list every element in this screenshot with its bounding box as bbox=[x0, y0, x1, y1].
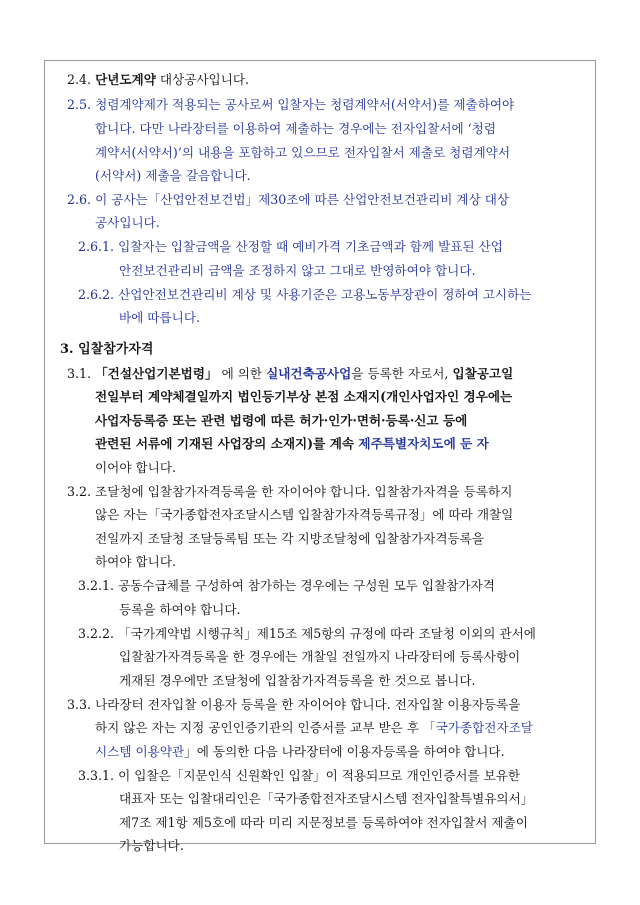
text: 「국가계약법 시행규칙」제15조 제5항의 규정에 따라 조달청 이외의 관서에 bbox=[118, 626, 536, 641]
section-2-5-line-3: 계약서(서약서)’의 내용을 포함하고 있으므로 전자입찰서 제출로 청렴계약서 bbox=[95, 145, 510, 160]
section-number: 3.3.1. bbox=[78, 768, 115, 783]
terms-link-text: 「국가종합전자조달 bbox=[423, 720, 533, 735]
section-2-6-line-1 bbox=[67, 192, 509, 208]
section-2-6-2-line-1 bbox=[78, 287, 531, 303]
bold-text: 입찰공고일 bbox=[452, 366, 514, 381]
text: 이 공사는「산업안전보건법」제30조에 따른 산업안전보건관리비 계상 대상 bbox=[95, 192, 510, 207]
section-number: 3. bbox=[60, 342, 74, 357]
section-3-2-line-4: 하여야 합니다. bbox=[95, 554, 176, 569]
bold-term: 단년도계약 bbox=[95, 72, 156, 87]
text: 입찰자는 입찰금액을 산정할 때 예비가격 기초금액과 함께 발표된 산업 bbox=[118, 239, 503, 254]
section-3-2-2-line-1 bbox=[78, 626, 536, 642]
section-3-1-line-1 bbox=[67, 366, 513, 382]
section-2-6-1-line-1 bbox=[78, 239, 503, 255]
text: 하지 않은 자는 지정 공인인증기관의 인증서를 교부 받은 후 bbox=[95, 720, 424, 735]
section-3-3-1-line-1 bbox=[78, 768, 520, 784]
section-2-5-line-4: (서약서) 제출을 갈음합니다. bbox=[95, 168, 251, 183]
section-3-1-line-5: 이어야 합니다. bbox=[95, 460, 176, 475]
bold-text: 관련된 서류에 기재된 사업장의 소재지)를 계속 bbox=[95, 436, 359, 451]
section-3-1-line-3: 사업자등록증 또는 관련 법령에 따른 허가·인가·면허·등록·신고 등에 bbox=[95, 413, 468, 428]
section-3-3-line-1 bbox=[67, 697, 520, 713]
section-number: 3.2.2. bbox=[78, 626, 115, 641]
text: 이 입찰은「지문인식 신원확인 입찰」이 적용되므로 개인인증서를 보유한 bbox=[118, 768, 521, 783]
section-3-2-line-2: 않은 자는「국가종합전자조달시스템 입찰참가자격등록규정」에 따라 개찰일 bbox=[95, 507, 514, 522]
region: 제주특별자치도에 둔 자 bbox=[358, 436, 489, 451]
section-3-3-line-3 bbox=[95, 744, 505, 760]
section-2-5-line-1 bbox=[67, 97, 514, 113]
section-number: 3.2.1. bbox=[78, 578, 115, 593]
text: 대상공사입니다. bbox=[155, 72, 250, 87]
section-3-2-2-line-2: 입찰참가자격등록을 한 경우에는 개찰일 전일까지 나라장터에 등록사항이 bbox=[119, 649, 521, 664]
section-3-2-2-line-3: 게재된 경우에만 조달청에 입찰참가자격등록을 한 것으로 봅니다. bbox=[119, 673, 476, 688]
terms-link-text: 시스템 이용약관 bbox=[95, 744, 185, 759]
section-number: 2.6.2. bbox=[78, 287, 115, 302]
section-3-1-line-2: 전일부터 계약체결일까지 법인등기부상 본점 소재지(개인사업자인 경우에는 bbox=[95, 389, 513, 404]
section-3-3-1-line-2: 대표자 또는 입찰대리인은「국가종합전자조달시스템 전자입찰특별유의서」 bbox=[119, 791, 534, 806]
section-3-2-1-line-2: 등록을 하여야 합니다. bbox=[119, 602, 241, 617]
section-title: 입찰참가자격 bbox=[78, 342, 154, 357]
text: 나라장터 전자입찰 이용자 등록을 한 자이어야 합니다. 전자입찰 이용자등록을 bbox=[95, 697, 521, 712]
section-3-3-1-line-4: 가능합니다. bbox=[119, 838, 184, 853]
text: 」에 동의한 다음 나라장터에 이용자등록을 하여야 합니다. bbox=[184, 744, 505, 759]
section-3-1-line-4 bbox=[95, 436, 489, 452]
section-3-3-1-line-3: 제7조 제1항 제5호에 따라 미리 지문정보를 등록하여야 전자입찰서 제출이 bbox=[119, 815, 528, 830]
section-2-4 bbox=[67, 72, 249, 88]
text: 청렴계약제가 적용되는 공사로써 입찰자는 청렴계약서(서약서)를 제출하여야 bbox=[95, 97, 515, 112]
section-number: 3.1. bbox=[67, 366, 92, 381]
section-3-2-line-1 bbox=[67, 484, 512, 500]
section-3-2-1-line-1 bbox=[78, 578, 495, 594]
section-number: 2.6.1. bbox=[78, 239, 115, 254]
text: 에 의한 bbox=[217, 366, 267, 381]
text: 조달청에 입찰참가자격등록을 한 자이어야 합니다. 입찰참가자격을 등록하지 bbox=[95, 484, 513, 499]
section-2-6-2-line-2: 바에 따릅니다. bbox=[119, 310, 200, 325]
text: 공동수급체를 구성하여 참가하는 경우에는 구성원 모두 입찰참가자격 bbox=[118, 578, 495, 593]
section-number: 2.6. bbox=[67, 192, 92, 207]
law-name: 「건설산업기본법령」 bbox=[95, 366, 218, 381]
business-type: 실내건축공사업 bbox=[266, 366, 352, 381]
section-number: 3.2. bbox=[67, 484, 92, 499]
text: 산업안전보건관리비 계상 및 사용기준은 고용노동부장관이 정하여 고시하는 bbox=[118, 287, 532, 302]
section-number: 3.3. bbox=[67, 697, 92, 712]
section-number: 2.5. bbox=[67, 97, 92, 112]
section-2-5-line-2: 합니다. 다만 나라장터를 이용하여 제출하는 경우에는 전자입찰서에 ‘청렴 bbox=[95, 121, 496, 136]
section-3-heading bbox=[60, 342, 153, 358]
section-3-3-line-2 bbox=[95, 720, 533, 736]
section-3-2-line-3: 전일까지 조달청 조달등록팀 또는 각 지방조달청에 입찰참가자격등록을 bbox=[95, 531, 484, 546]
section-2-6-1-line-2: 안전보건관리비 금액을 조정하지 않고 그대로 반영하여야 합니다. bbox=[119, 263, 476, 278]
section-2-6-line-2: 공사입니다. bbox=[95, 215, 160, 230]
text: 을 등록한 자로서, bbox=[351, 366, 453, 381]
section-number: 2.4. bbox=[67, 72, 92, 87]
